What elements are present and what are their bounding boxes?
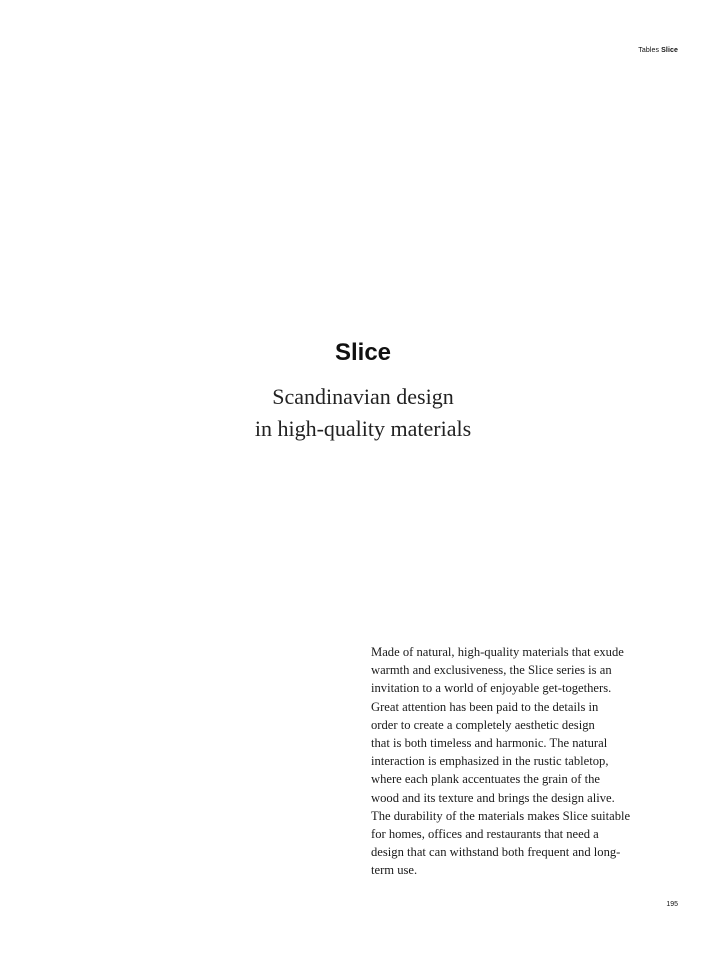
subtitle-line: in high-quality materials — [254, 416, 472, 441]
subtitle — [0, 381, 726, 445]
body-copy — [371, 643, 671, 880]
body-line: interaction is emphasized in the rustic tabletop, — [371, 754, 609, 769]
body-line: design that can withstand both frequent and long- — [371, 845, 621, 860]
subtitle-line: Scandinavian design — [272, 384, 454, 409]
body-line: Made of natural, high-quality materials that exude — [371, 645, 624, 659]
header-product: Slice — [661, 47, 678, 54]
page-number: 195 — [666, 901, 678, 908]
header-section: Tables — [638, 47, 660, 54]
page-title: Slice — [334, 339, 392, 366]
running-header — [638, 47, 678, 54]
body-line: wood and its texture and brings the design alive. — [371, 790, 615, 805]
body-line: invitation to a world of enjoyable get-togethers. — [371, 681, 612, 696]
body-line: The durability of the materials makes Slice suitable — [371, 808, 631, 823]
body-line: where each plank accentuates the grain of the — [371, 772, 601, 787]
body-line: order to create a completely aesthetic design — [371, 717, 595, 732]
body-line: warmth and exclusiveness, the Slice series is an — [371, 663, 612, 678]
body-line: Great attention has been paid to the details in — [371, 699, 599, 714]
body-line: for homes, offices and restaurants that need a — [371, 827, 599, 842]
body-line: term use. — [371, 863, 418, 878]
body-line: that is both timeless and harmonic. The natural — [371, 736, 608, 751]
